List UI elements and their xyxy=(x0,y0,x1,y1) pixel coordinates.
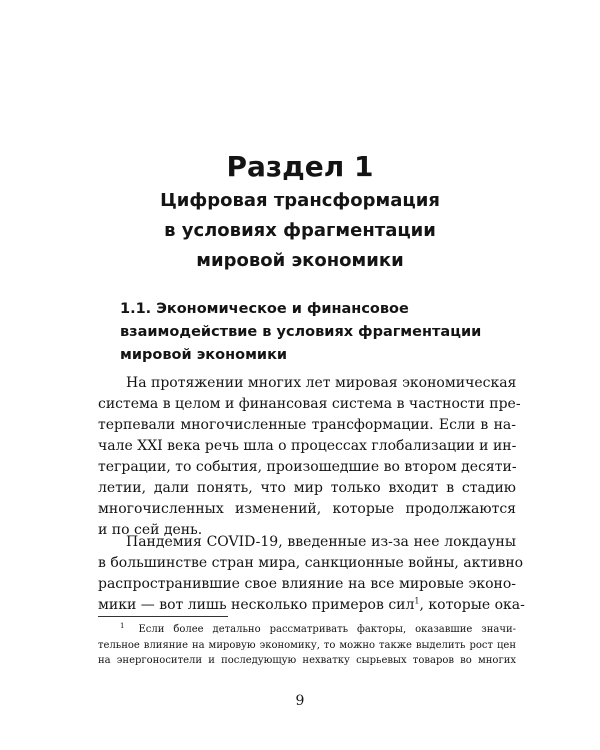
text-line: терпевали многочисленные трансформации. Если в на- xyxy=(98,417,516,433)
text-line: теграции, то события, произошедшие во втором десяти- xyxy=(98,459,517,475)
footnote-line: на энергоносители и последующую нехватку сырьевых товаров во многих xyxy=(98,655,516,666)
page-number: 9 xyxy=(295,693,305,709)
text-line-tail: , которые ока- xyxy=(419,597,525,613)
text-line: система в целом и финансовая система в частности пре- xyxy=(98,396,521,412)
text-line-start: мики — вот лишь несколько примеров сил xyxy=(98,597,415,613)
chapter-title-line: мировой экономики xyxy=(196,250,404,271)
footnote-reference[interactable]: 1 xyxy=(414,596,420,606)
section-title-line: взаимодействие в условиях фрагментации xyxy=(120,324,482,340)
text-line: летии, дали понять, что мир только входит в стадию xyxy=(98,480,516,496)
section-title-line: мировой экономики xyxy=(120,347,288,363)
footnote-divider xyxy=(98,616,228,617)
text-line: многочисленных изменений, которые продолжаются xyxy=(98,501,516,517)
text-line-with-footnote xyxy=(98,595,525,616)
paragraph-1 xyxy=(98,373,521,541)
footnote xyxy=(98,622,516,669)
chapter-title-line: в условиях фрагментации xyxy=(164,220,436,241)
footnote-text: Если более детально рассматривать факторы, оказавшие значи- xyxy=(138,624,516,635)
text-line: На протяжении многих лет мировая экономическая xyxy=(126,375,517,391)
chapter-title-line: Цифровая трансформация xyxy=(160,190,440,211)
chapter-title xyxy=(0,186,600,276)
section-title-line: 1.1. Экономическое и финансовое xyxy=(120,301,409,317)
text-line: Пандемия COVID-19, введенные из-за нее локдауны xyxy=(126,534,516,550)
chapter-number: Раздел 1 xyxy=(226,150,374,183)
footnote-line xyxy=(98,622,516,638)
text-line: и по сей день. xyxy=(98,522,203,538)
text-line: чале XXI века речь шла о процессах глобализации и ин- xyxy=(98,438,517,454)
paragraph-2 xyxy=(98,532,525,616)
text-line: в большинстве стран мира, санкционные войны, активно xyxy=(98,555,524,571)
section-title xyxy=(120,298,540,367)
text-line: распространившие свое влияние на все мировые эконо- xyxy=(98,576,516,592)
footnote-mark: 1 xyxy=(120,621,125,630)
footnote-line: тельное влияние на мировую экономику, то можно также выделить рост цен xyxy=(98,639,516,651)
